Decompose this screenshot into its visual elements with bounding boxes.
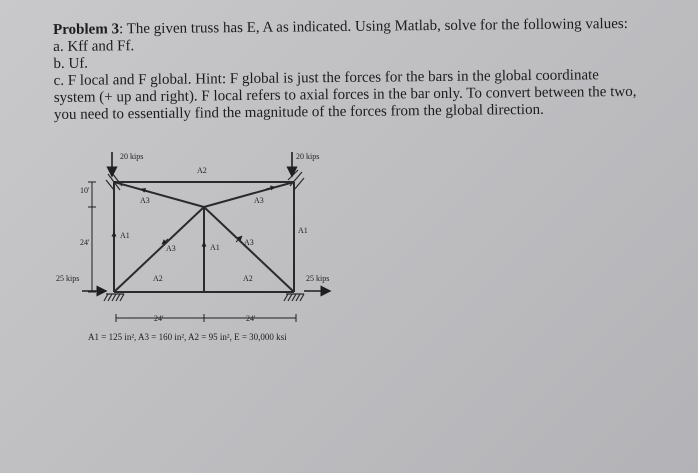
label-member-diag-bl: A3 <box>166 244 176 253</box>
truss-diagram <box>40 140 340 330</box>
member-diagonal-top-right <box>204 182 294 207</box>
label-load-right: 25 kips <box>306 274 330 283</box>
label-member-diag-tr: A3 <box>254 196 264 205</box>
label-member-bottom-right: A2 <box>243 274 253 283</box>
part-c-line-1: c. F local and F global. Hint: F global is just the forces for the bars in the global coordinate <box>53 67 599 89</box>
label-dim-24-vertical: 24' <box>80 238 90 247</box>
label-member-bottom-left: A2 <box>153 274 163 283</box>
label-load-top-left: 20 kips <box>120 152 144 161</box>
label-dim-10: 10' <box>80 186 90 195</box>
label-member-left-vert: A1 <box>120 231 130 240</box>
part-a: a. Kff and Ff. <box>53 38 135 55</box>
label-dim-24-left: 24' <box>154 314 164 323</box>
label-member-top: A2 <box>197 166 207 175</box>
support-bottom-left <box>104 294 124 301</box>
problem-text <box>53 16 664 124</box>
support-top-right <box>288 170 304 190</box>
label-load-top-right: 20 kips <box>296 152 320 161</box>
part-c-line-2: system (+ up and right). F local refers to axial forces in the bar only. To convert between the two, <box>53 83 637 106</box>
problem-label: Problem 3 <box>53 21 120 38</box>
label-member-right-vert: A1 <box>298 226 308 235</box>
figure-caption: A1 = 125 in², A3 = 160 in², A2 = 95 in², E = 30,000 ksi <box>88 332 287 342</box>
label-dim-24-right: 24' <box>246 314 256 323</box>
member-diagonal-top-left <box>114 182 204 207</box>
problem-statement: : The given truss has E, A as indicated. Using Matlab, solve for the following values: <box>118 15 628 38</box>
label-member-diag-br: A3 <box>244 238 254 247</box>
label-member-diag-tl: A3 <box>140 196 150 205</box>
support-bottom-right <box>284 294 304 301</box>
label-member-center-vert: A1 <box>210 243 220 252</box>
bottom-dimension-line <box>116 314 296 322</box>
left-dimension-line <box>88 182 96 292</box>
label-load-left: 25 kips <box>56 274 80 283</box>
part-c-line-3: you need to essentially find the magnitude of the forces from the global direction. <box>53 101 544 123</box>
part-b: b. Uf. <box>53 55 89 72</box>
